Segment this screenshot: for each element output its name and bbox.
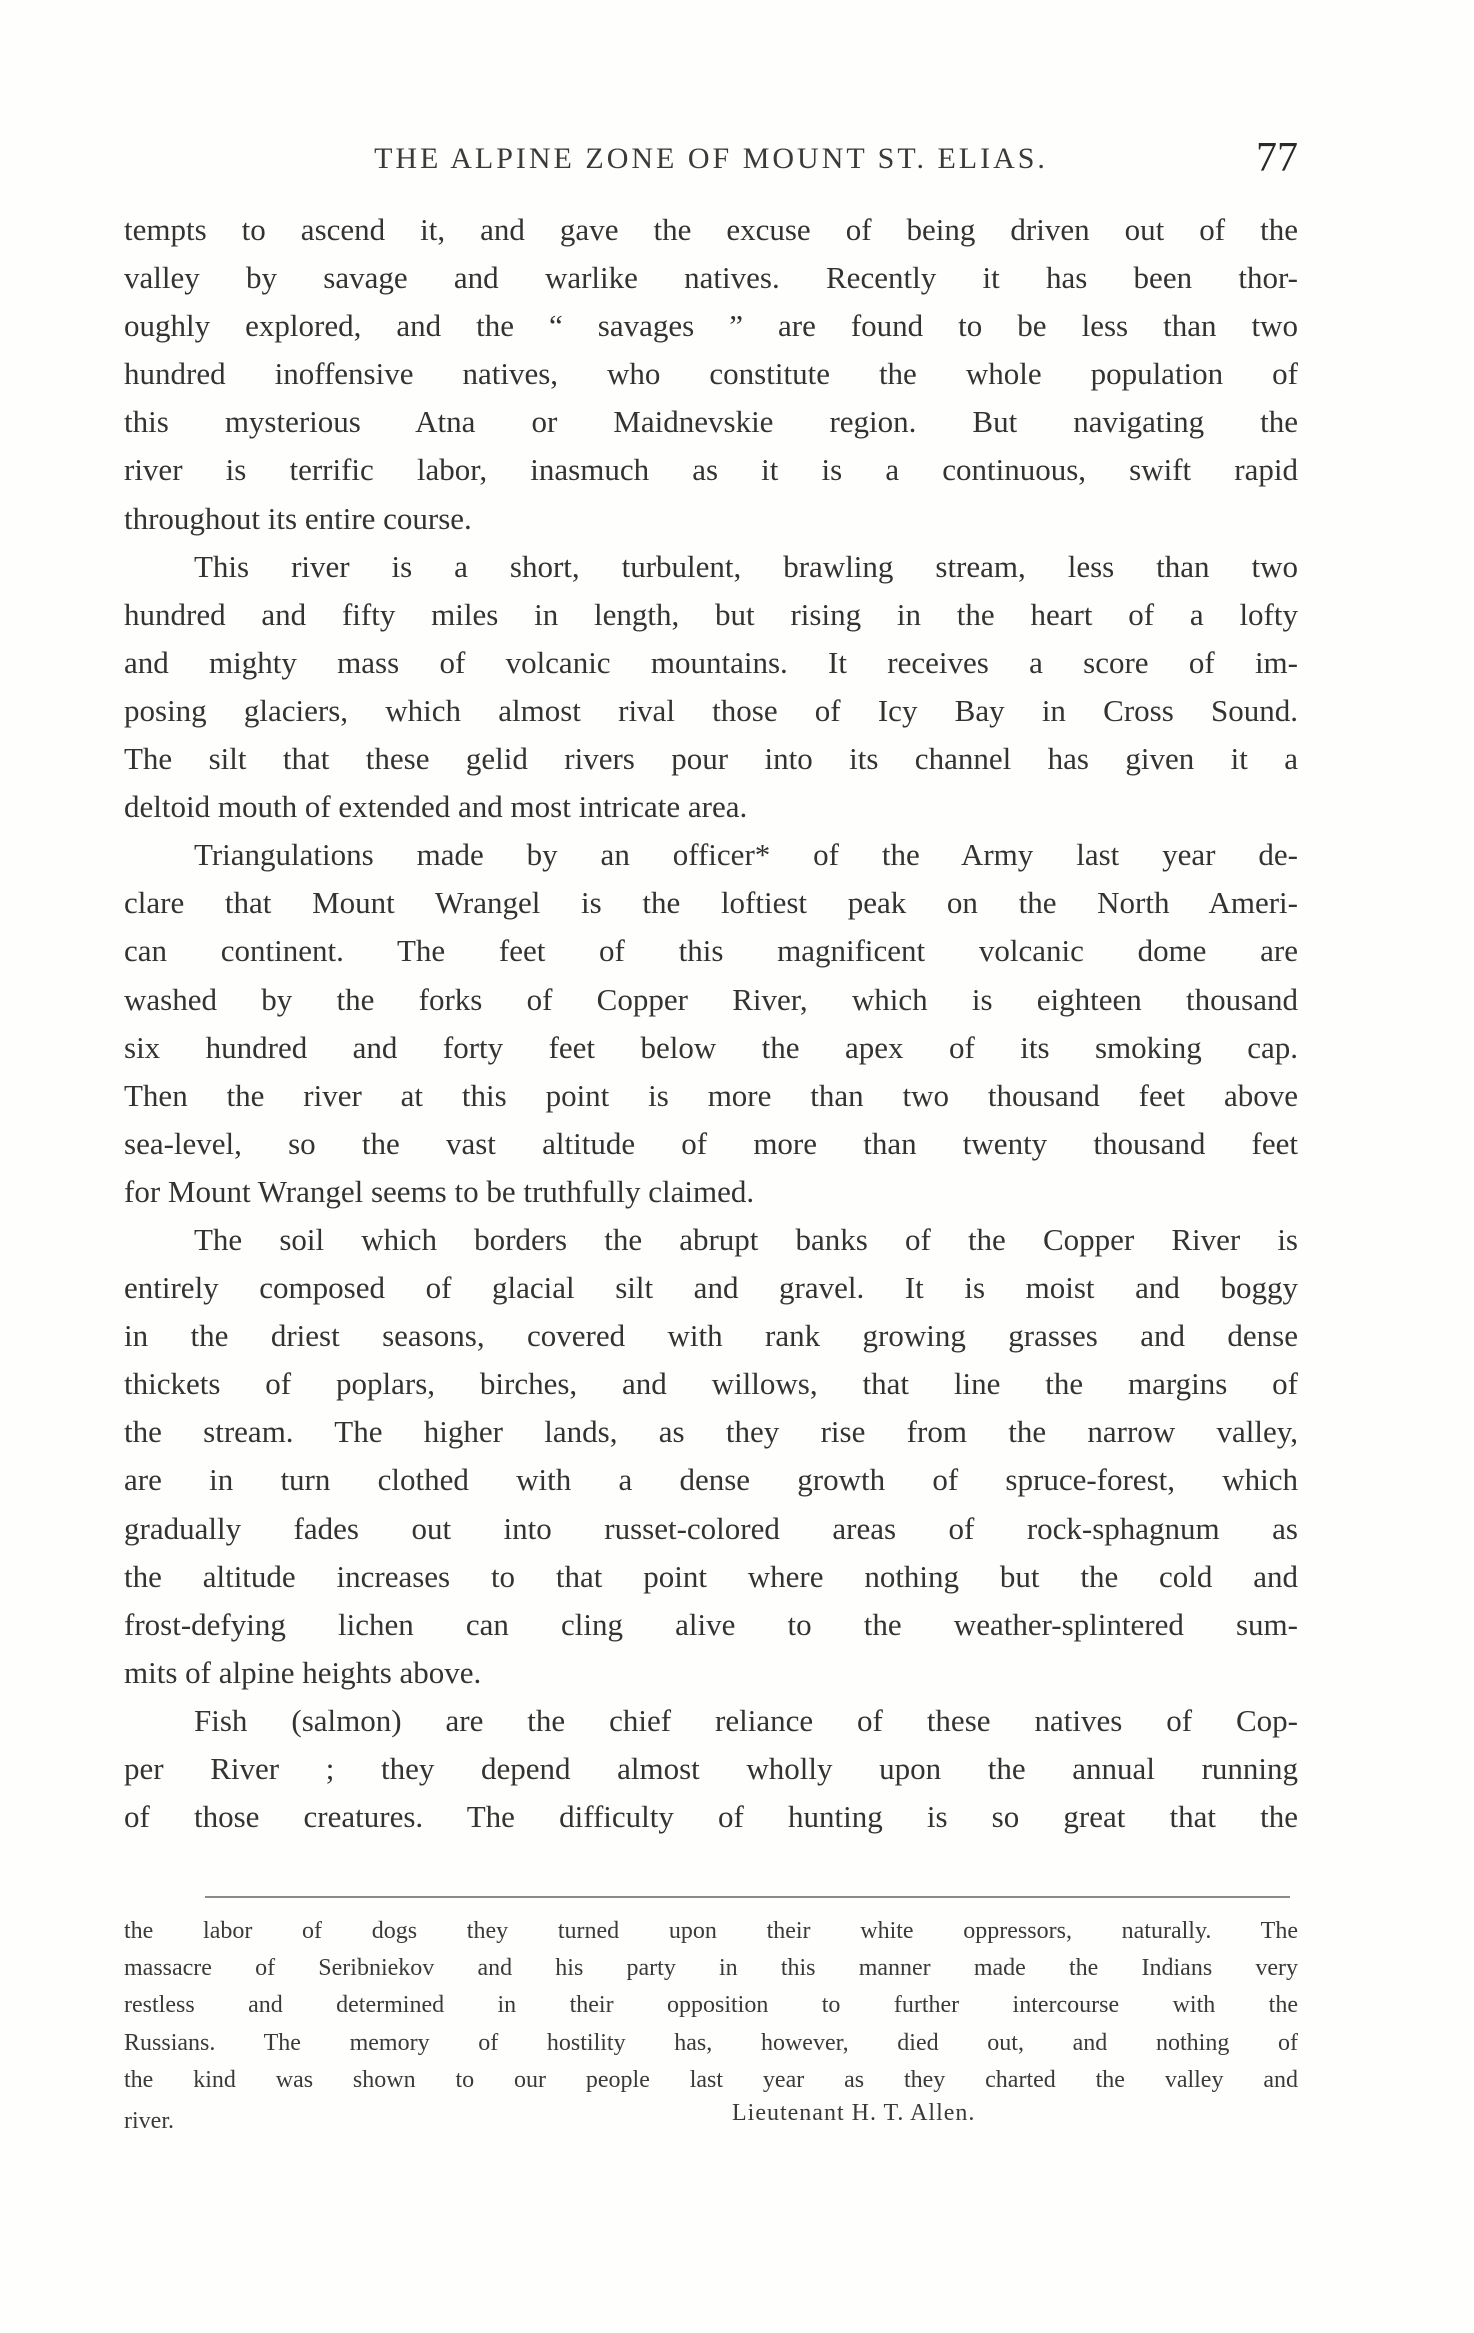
text-line: in the driest seasons, covered with rank growing grasses and dense — [124, 1318, 1298, 1354]
text-line: washed by the forks of Copper River, which is eighteen thousand — [124, 981, 1298, 1017]
running-title: THE ALPINE ZONE OF MOUNT ST. ELIAS. — [374, 142, 1048, 175]
text-line: throughout its entire course. — [124, 500, 472, 536]
page-number: 77 — [1256, 135, 1298, 181]
body-text — [124, 206, 1298, 1841]
text-line: Then the river at this point is more than two thousand feet above — [124, 1077, 1298, 1113]
text-line: clare that Mount Wrangel is the loftiest peak on the North Ameri- — [124, 885, 1298, 921]
text-line: thickets of poplars, birches, and willows, that line the margins of — [124, 1366, 1298, 1402]
paragraph — [124, 831, 1298, 1216]
text-line: deltoid mouth of extended and most intricate area. — [124, 789, 748, 825]
text-line: This river is a short, turbulent, brawling stream, less than two — [194, 548, 1298, 584]
footnote-final-row — [124, 2099, 1298, 2136]
footnote-line: the labor of dogs they turned upon their white oppressors, naturally. The — [124, 1918, 1298, 1944]
text-line: sea-level, so the vast altitude of more than twenty thousand feet — [124, 1125, 1298, 1161]
text-line: this mysterious Atna or Maidnevskie region. But navigating the — [124, 404, 1298, 440]
text-line: The soil which borders the abrupt banks of the Copper River is — [194, 1221, 1298, 1257]
footnote-line: river. — [124, 2108, 174, 2135]
running-head — [124, 135, 1298, 188]
paragraph — [124, 1697, 1298, 1841]
text-line: the stream. The higher lands, as they rise from the narrow valley, — [124, 1414, 1298, 1450]
footnote-signature: Lieutenant H. T. Allen. — [732, 2100, 976, 2127]
text-line: six hundred and forty feet below the apex of its smoking cap. — [124, 1029, 1298, 1065]
footnote-line: restless and determined in their opposition to further intercourse with the — [124, 1992, 1298, 2019]
text-line: and mighty mass of volcanic mountains. It receives a score of im- — [124, 644, 1298, 680]
text-line: oughly explored, and the “ savages ” are found to be less than two — [124, 308, 1298, 344]
text-line: hundred inoffensive natives, who constitute the whole population of — [124, 356, 1298, 392]
text-line: gradually fades out into russet-colored areas of rock-sphagnum as — [124, 1510, 1298, 1546]
text-line: tempts to ascend it, and gave the excuse of being driven out of the — [124, 212, 1298, 247]
footnote-line: Russians. The memory of hostility has, however, died out, and nothing of — [124, 2029, 1298, 2056]
footnote-line: massacre of Seribniekov and his party in this manner made the Indians very — [124, 1955, 1298, 1982]
text-line: of those creatures. The difficulty of hunting is so great that the — [124, 1799, 1298, 1835]
text-line: Fish (salmon) are the chief reliance of these natives of Cop- — [194, 1702, 1298, 1738]
text-line: The silt that these gelid rivers pour into its channel has given it a — [124, 741, 1298, 777]
text-line: mits of alpine heights above. — [124, 1654, 482, 1690]
text-line: the altitude increases to that point where nothing but the cold and — [124, 1558, 1298, 1594]
text-line: can continent. The feet of this magnificent volcanic dome are — [124, 933, 1298, 969]
text-line: frost-defying lichen can cling alive to the weather-splintered sum- — [124, 1606, 1298, 1642]
text-line: entirely composed of glacial silt and gravel. It is moist and boggy — [124, 1270, 1298, 1306]
footnote — [124, 1913, 1298, 2136]
footnote-text — [124, 1913, 1298, 2099]
text-line: river is terrific labor, inasmuch as it is a continuous, swift rapid — [124, 452, 1298, 488]
paragraph — [124, 543, 1298, 832]
text-line: for Mount Wrangel seems to be truthfully claimed. — [124, 1173, 755, 1209]
text-line: posing glaciers, which almost rival those of Icy Bay in Cross Sound. — [124, 692, 1298, 728]
paragraph — [124, 1216, 1298, 1697]
text-line: are in turn clothed with a dense growth of spruce-forest, which — [124, 1462, 1298, 1498]
text-line: hundred and fifty miles in length, but rising in the heart of a lofty — [124, 596, 1298, 632]
footnote-line: the kind was shown to our people last year as they charted the valley and — [124, 2066, 1298, 2093]
footnote-divider — [205, 1896, 1290, 1898]
text-line: Triangulations made by an officer* of the Army last year de- — [194, 837, 1298, 873]
text-line: per River ; they depend almost wholly upon the annual running — [124, 1751, 1298, 1786]
text-line: valley by savage and warlike natives. Recently it has been thor- — [124, 260, 1298, 296]
paragraph — [124, 206, 1298, 543]
